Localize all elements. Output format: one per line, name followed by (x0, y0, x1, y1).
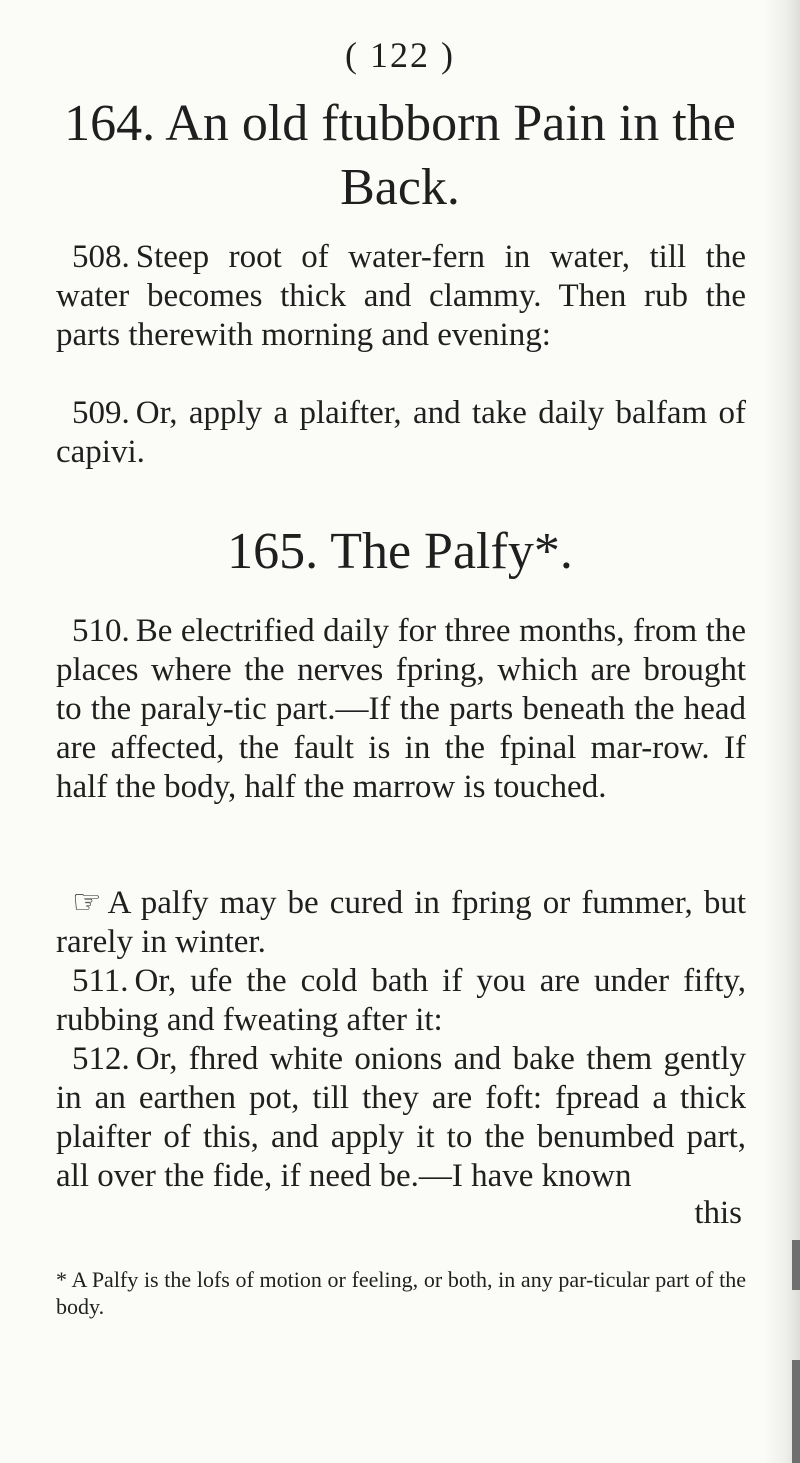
remedy-paragraph (56, 238, 746, 355)
remedy-text: Or, ufe the cold bath if you are under fifty, rubbing and fweating after it: (56, 963, 746, 1038)
footnote: * A Palfy is the lofs of motion or feeling, or both, in any par-ticular part of the body. (56, 1267, 746, 1319)
remedy-paragraph (56, 1040, 746, 1196)
remedy-number: 509. (72, 395, 130, 431)
remedy-paragraph (56, 612, 746, 807)
page-edge-mark (792, 1360, 800, 1463)
remedy-number: 510. (72, 613, 130, 649)
section-heading-165: 165. The Palfy*. (227, 523, 573, 580)
pointing-hand-icon: ☞ (72, 885, 102, 921)
remedy-number: 512. (72, 1041, 130, 1077)
catchword: this (694, 1195, 742, 1231)
page-edge-mark (792, 1240, 800, 1290)
remedy-paragraph (56, 962, 746, 1040)
remedy-number: 508. (72, 239, 130, 275)
section-heading-164: 164. An old ftubborn Pain in the Back. (64, 95, 736, 216)
remedy-number: 511. (72, 963, 129, 999)
remedy-paragraph (56, 394, 746, 472)
remedy-text: A palfy may be cured in fpring or fummer, but rarely in winter. (56, 885, 746, 960)
remedy-text: Steep root of water-fern in water, till the water becomes thick and clammy. Then rub the parts therewith morning and evening: (56, 239, 746, 353)
page-number: ( 122 ) (345, 35, 455, 75)
remedy-text: Or, fhred white onions and bake them gently in an earthen pot, till they are foft: fpread a thick plaifter of this, and apply it to the benumbed part, all over the fide, if need be.—I have known (56, 1041, 746, 1194)
remedy-text: Or, apply a plaifter, and take daily balfam of capivi. (56, 395, 746, 470)
remedy-text: Be electrified daily for three months, from the places where the nerves fpring, which are brought to the paraly-tic part.—If the parts beneath the head are affected, the fault is in the fpinal mar-row. If half the body, half the marrow is touched. (56, 613, 746, 805)
note-paragraph (56, 884, 746, 962)
